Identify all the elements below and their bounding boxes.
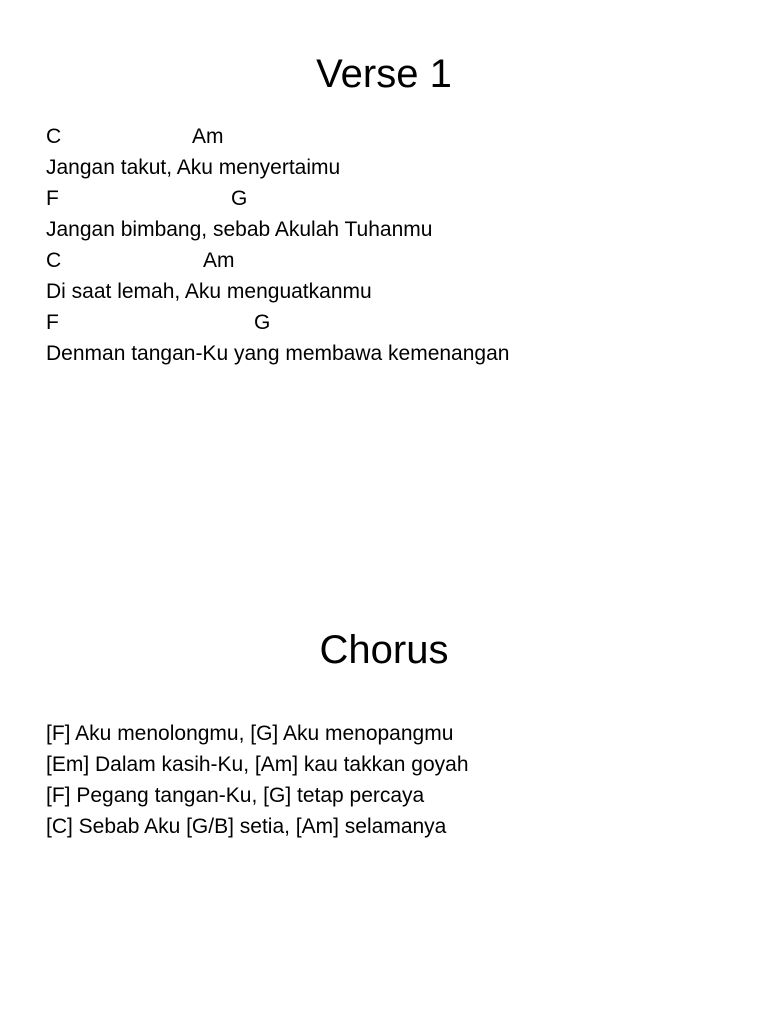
chord: C	[46, 125, 62, 148]
chord-line	[46, 307, 726, 338]
chord-line	[46, 121, 726, 152]
chorus-line: [F] Pegang tangan-Ku, [G] tetap percaya	[46, 784, 425, 807]
lyric-line: Di saat lemah, Aku menguatkanmu	[46, 280, 372, 303]
lyric-line: Denman tangan-Ku yang membawa kemenangan	[46, 342, 510, 365]
verse-title: Verse 1	[316, 52, 452, 96]
chorus-line: [F] Aku menolongmu, [G] Aku menopangmu	[46, 722, 454, 745]
chorus-title: Chorus	[319, 628, 449, 672]
chord-line	[46, 245, 726, 276]
chord-line	[46, 183, 726, 214]
chorus-line: [Em] Dalam kasih-Ku, [Am] kau takkan goyah	[46, 753, 469, 776]
lyric-line: Jangan takut, Aku menyertaimu	[46, 156, 341, 179]
verse-body	[46, 121, 726, 369]
chord: Am	[192, 125, 224, 148]
chord: G	[231, 187, 248, 210]
chord: F	[46, 311, 59, 334]
chorus-body	[46, 718, 726, 842]
chord: Am	[203, 249, 235, 272]
chord: G	[254, 311, 271, 334]
chorus-slide	[0, 576, 768, 1024]
chord: C	[46, 249, 62, 272]
chord: F	[46, 187, 59, 210]
lyric-line: Jangan bimbang, sebab Akulah Tuhanmu	[46, 218, 433, 241]
chorus-line: [C] Sebab Aku [G/B] setia, [Am] selamanya	[46, 815, 447, 838]
